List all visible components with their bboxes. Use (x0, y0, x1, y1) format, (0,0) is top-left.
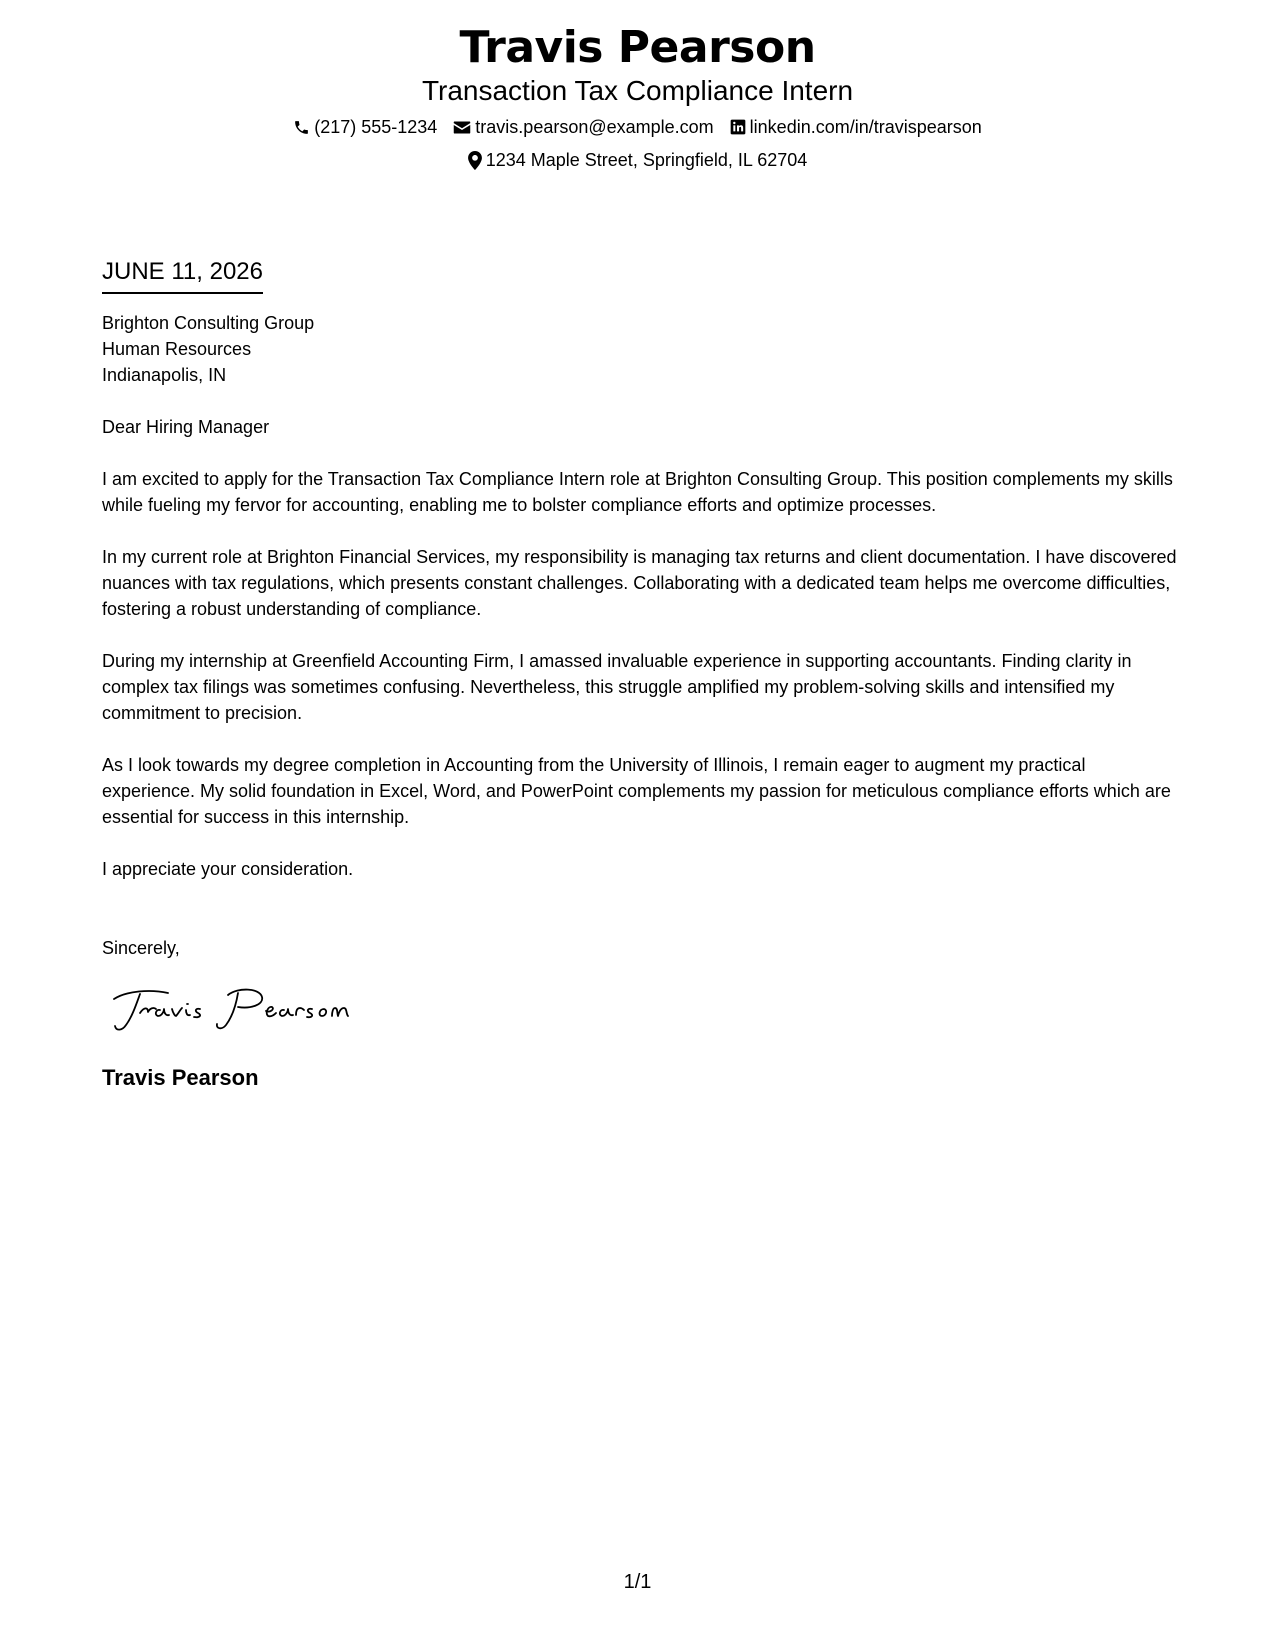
linkedin-icon (730, 119, 746, 135)
signer-name: Travis Pearson (102, 1065, 259, 1090)
address-row (0, 148, 1275, 172)
paragraph-intro: I am excited to apply for the Transaction Tax Compliance Intern role at Brighton Consulting Group. This position complements my skills while fueling my fervor for accounting, enabling me to bolster compliance efforts and optimize processes. (102, 469, 1173, 515)
contact-phone (293, 115, 437, 139)
email-address[interactable]: travis.pearson@example.com (475, 117, 714, 137)
handwritten-signature (110, 983, 360, 1039)
letter-body (102, 255, 1182, 1092)
recipient-location: Indianapolis, IN (102, 365, 227, 385)
paragraph-education: As I look towards my degree completion in Accounting from the University of Illinois, I remain eager to augment my practical experience. My solid foundation in Excel, Word, and PowerPoint complements my passion for meticulous compliance efforts which are essential for success in this internship. (102, 755, 1171, 827)
greeting: Dear Hiring Manager (102, 417, 270, 437)
street-address: 1234 Maple Street, Springfield, IL 62704 (485, 150, 808, 170)
page-number: 1/1 (623, 1571, 652, 1593)
recipient-block (102, 310, 1182, 388)
applicant-name: Travis Pearson (459, 22, 816, 73)
paragraph-current-role: In my current role at Brighton Financial Services, my responsibility is managing tax returns and client documentation. I have discovered nuances with tax regulations, which presents constant challenges. Collaborating with a dedicated team helps me overcome difficulties, fostering a robust understanding of compliance. (102, 547, 1177, 619)
job-title: Transaction Tax Compliance Intern (421, 75, 854, 106)
linkedin-url[interactable]: linkedin.com/in/travispearson (749, 117, 982, 137)
contact-email (453, 115, 713, 139)
contact-linkedin (730, 115, 982, 139)
closing: Sincerely, (102, 938, 180, 958)
recipient-company: Brighton Consulting Group (102, 313, 315, 333)
paragraph-appreciation: I appreciate your consideration. (102, 859, 354, 879)
letter-date: JUNE 11, 2026 (102, 255, 263, 294)
envelope-icon (453, 120, 471, 135)
paragraph-internship: During my internship at Greenfield Accounting Firm, I amassed invaluable experience in supporting accountants. Finding clarity in complex tax filings was sometimes confusing. Nevertheless, this struggle amplified my problem-solving skills and intensified my commitment to precision. (102, 651, 1132, 723)
contact-address (468, 148, 808, 172)
phone-icon (293, 119, 310, 136)
recipient-department: Human Resources (102, 339, 252, 359)
map-pin-icon (468, 151, 482, 170)
letter-header (0, 20, 1275, 172)
phone-number: (217) 555-1234 (314, 117, 438, 137)
contact-row (0, 115, 1275, 139)
